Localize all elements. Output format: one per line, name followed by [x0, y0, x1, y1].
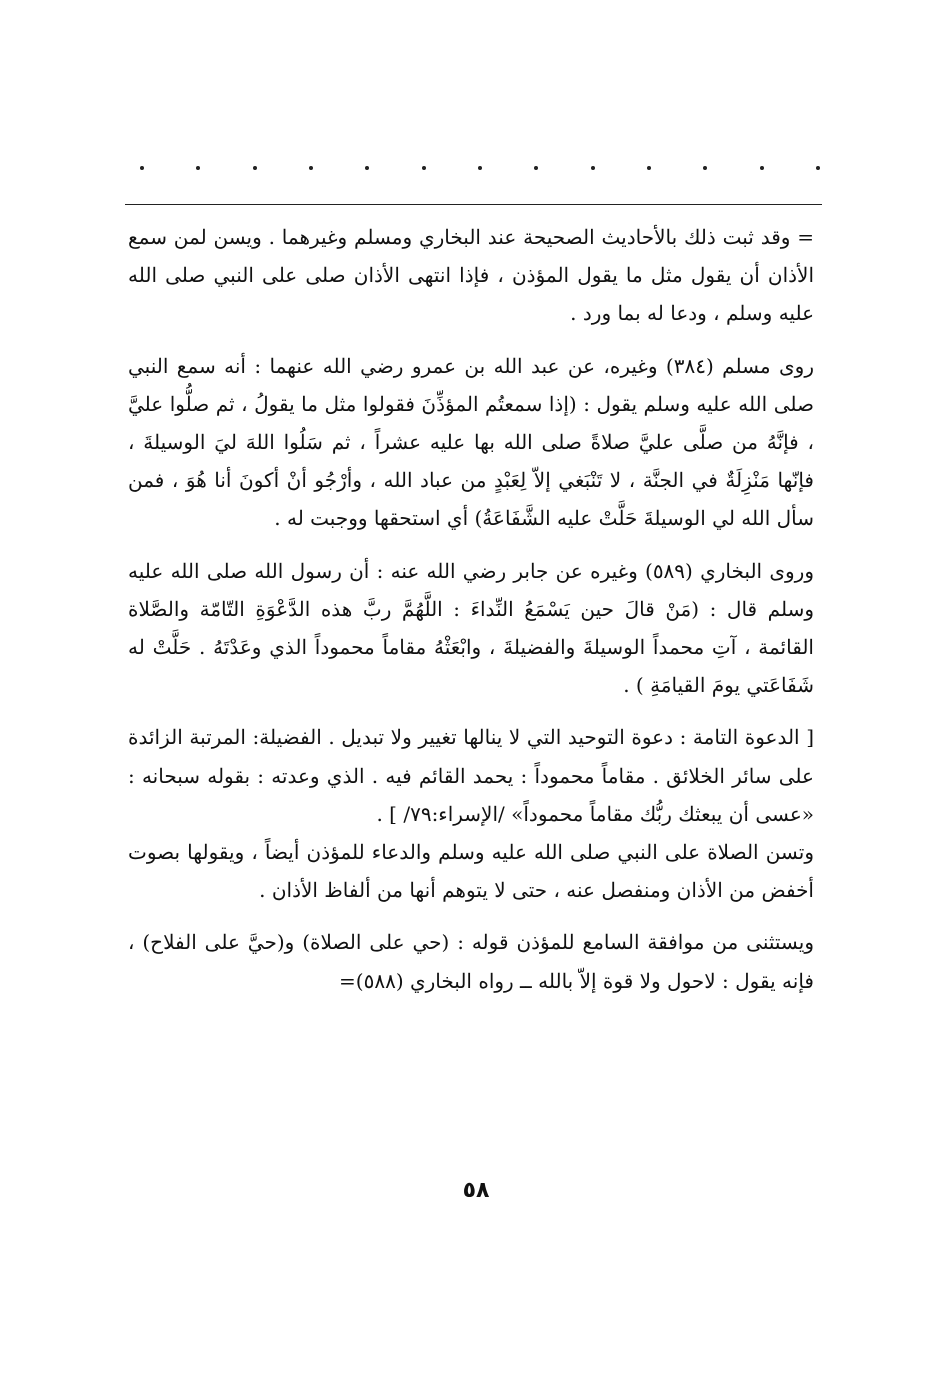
- paragraph-2: روى مسلم (٣٨٤) وغيره، عن عبد الله بن عمرو رضي الله عنهما : أنه سمع النبي صلى الله عليه وسلم يقول : (إذا سمعتُم المؤذِّنَ فقولوا مثل ما يقولُ ، ثم صلُّوا عليَّ ، فإنَّهُ من صلَّى عليَّ صلاةً صلى الله بها عليه عشراً ، ثم سَلُوا اللهَ ليَ الوسيلةَ ، فإنّها مَنْزِلَةٌ في الجنَّة ، لا تَنْبَغي إلاّ لِعَبْدٍ من عباد الله ، وأرْجُو أنْ أكونَ أنا هُوَ ، فمن سأل الله لي الوسيلةَ حَلَّتْ عليه الشَّفَاعَةُ) أي استحقها ووجبت له .: [128, 353, 815, 531]
- footnote-separator-rule: [125, 204, 822, 205]
- header-dot: [647, 166, 651, 170]
- page-body: [128, 218, 814, 1000]
- header-dot: [760, 166, 764, 170]
- paragraph-5: وتسن الصلاة على النبي صلى الله عليه وسلم والدعاء للمؤذن أيضاً ، ويقولها بصوت أخفض من الأذان ومنفصل عنه ، حتى لا يتوهم أنها من ألفاظ الأذان .: [128, 840, 814, 903]
- header-dot: [422, 166, 426, 170]
- header-dots: [140, 158, 820, 178]
- header-dot: [591, 166, 595, 170]
- paragraph-3: وروى البخاري (٥٨٩) وغيره عن جابر رضي الله عنه : أن رسول الله صلى الله عليه وسلم قال : (مَنْ قالَ حين يَسْمَعُ النِّداءَ : اللَّهُمَّ ربَّ هذه الدَّعْوَةِ التّامّة والصَّلاة القائمة ، آتِ محمداً الوسيلةَ والفضيلةَ ، وابْعَثْهُ مقاماً محموداً الذي وعَدْتَهُ . حَلَّتْ له شَفَاعَتي يومَ القيامَةِ ) .: [128, 558, 814, 698]
- header-dot: [309, 166, 313, 170]
- header-dot: [534, 166, 538, 170]
- header-dot: [816, 166, 820, 170]
- header-dot: [365, 166, 369, 170]
- header-dot: [703, 166, 707, 170]
- paragraph-1: = وقد ثبت ذلك بالأحاديث الصحيحة عند البخاري ومسلم وغيرهما . ويسن لمن سمع الأذان أن يقول مثل ما يقول المؤذن ، فإذا انتهى الأذان صلى على النبي صلى الله عليه وسلم ، ودعا له بما ورد .: [128, 225, 814, 326]
- paragraph-4: [ الدعوة التامة : دعوة التوحيد التي لا ينالها تغيير ولا تبديل . الفضيلة: المرتبة الزائدة على سائر الخلائق . مقاماً محموداً : يحمد القائم فيه . الذي وعدته : بقوله سبحانه : «عسى أن يبعثك ربُّك مقاماً محموداً» /الإسراء:٧٩/ ] .: [128, 725, 814, 826]
- paragraph-6: ويستثنى من موافقة السامع للمؤذن قوله : (حي على الصلاة) و(حيَّ على الفلاح) ، فإنه يقول : لاحول ولا قوة إلاّ بالله ــ رواه البخاري (٥٨٨)=: [128, 930, 814, 993]
- header-dot: [253, 166, 257, 170]
- header-dot: [140, 166, 144, 170]
- page-number: ٥٨: [462, 1178, 490, 1203]
- header-dot: [478, 166, 482, 170]
- header-dot: [196, 166, 200, 170]
